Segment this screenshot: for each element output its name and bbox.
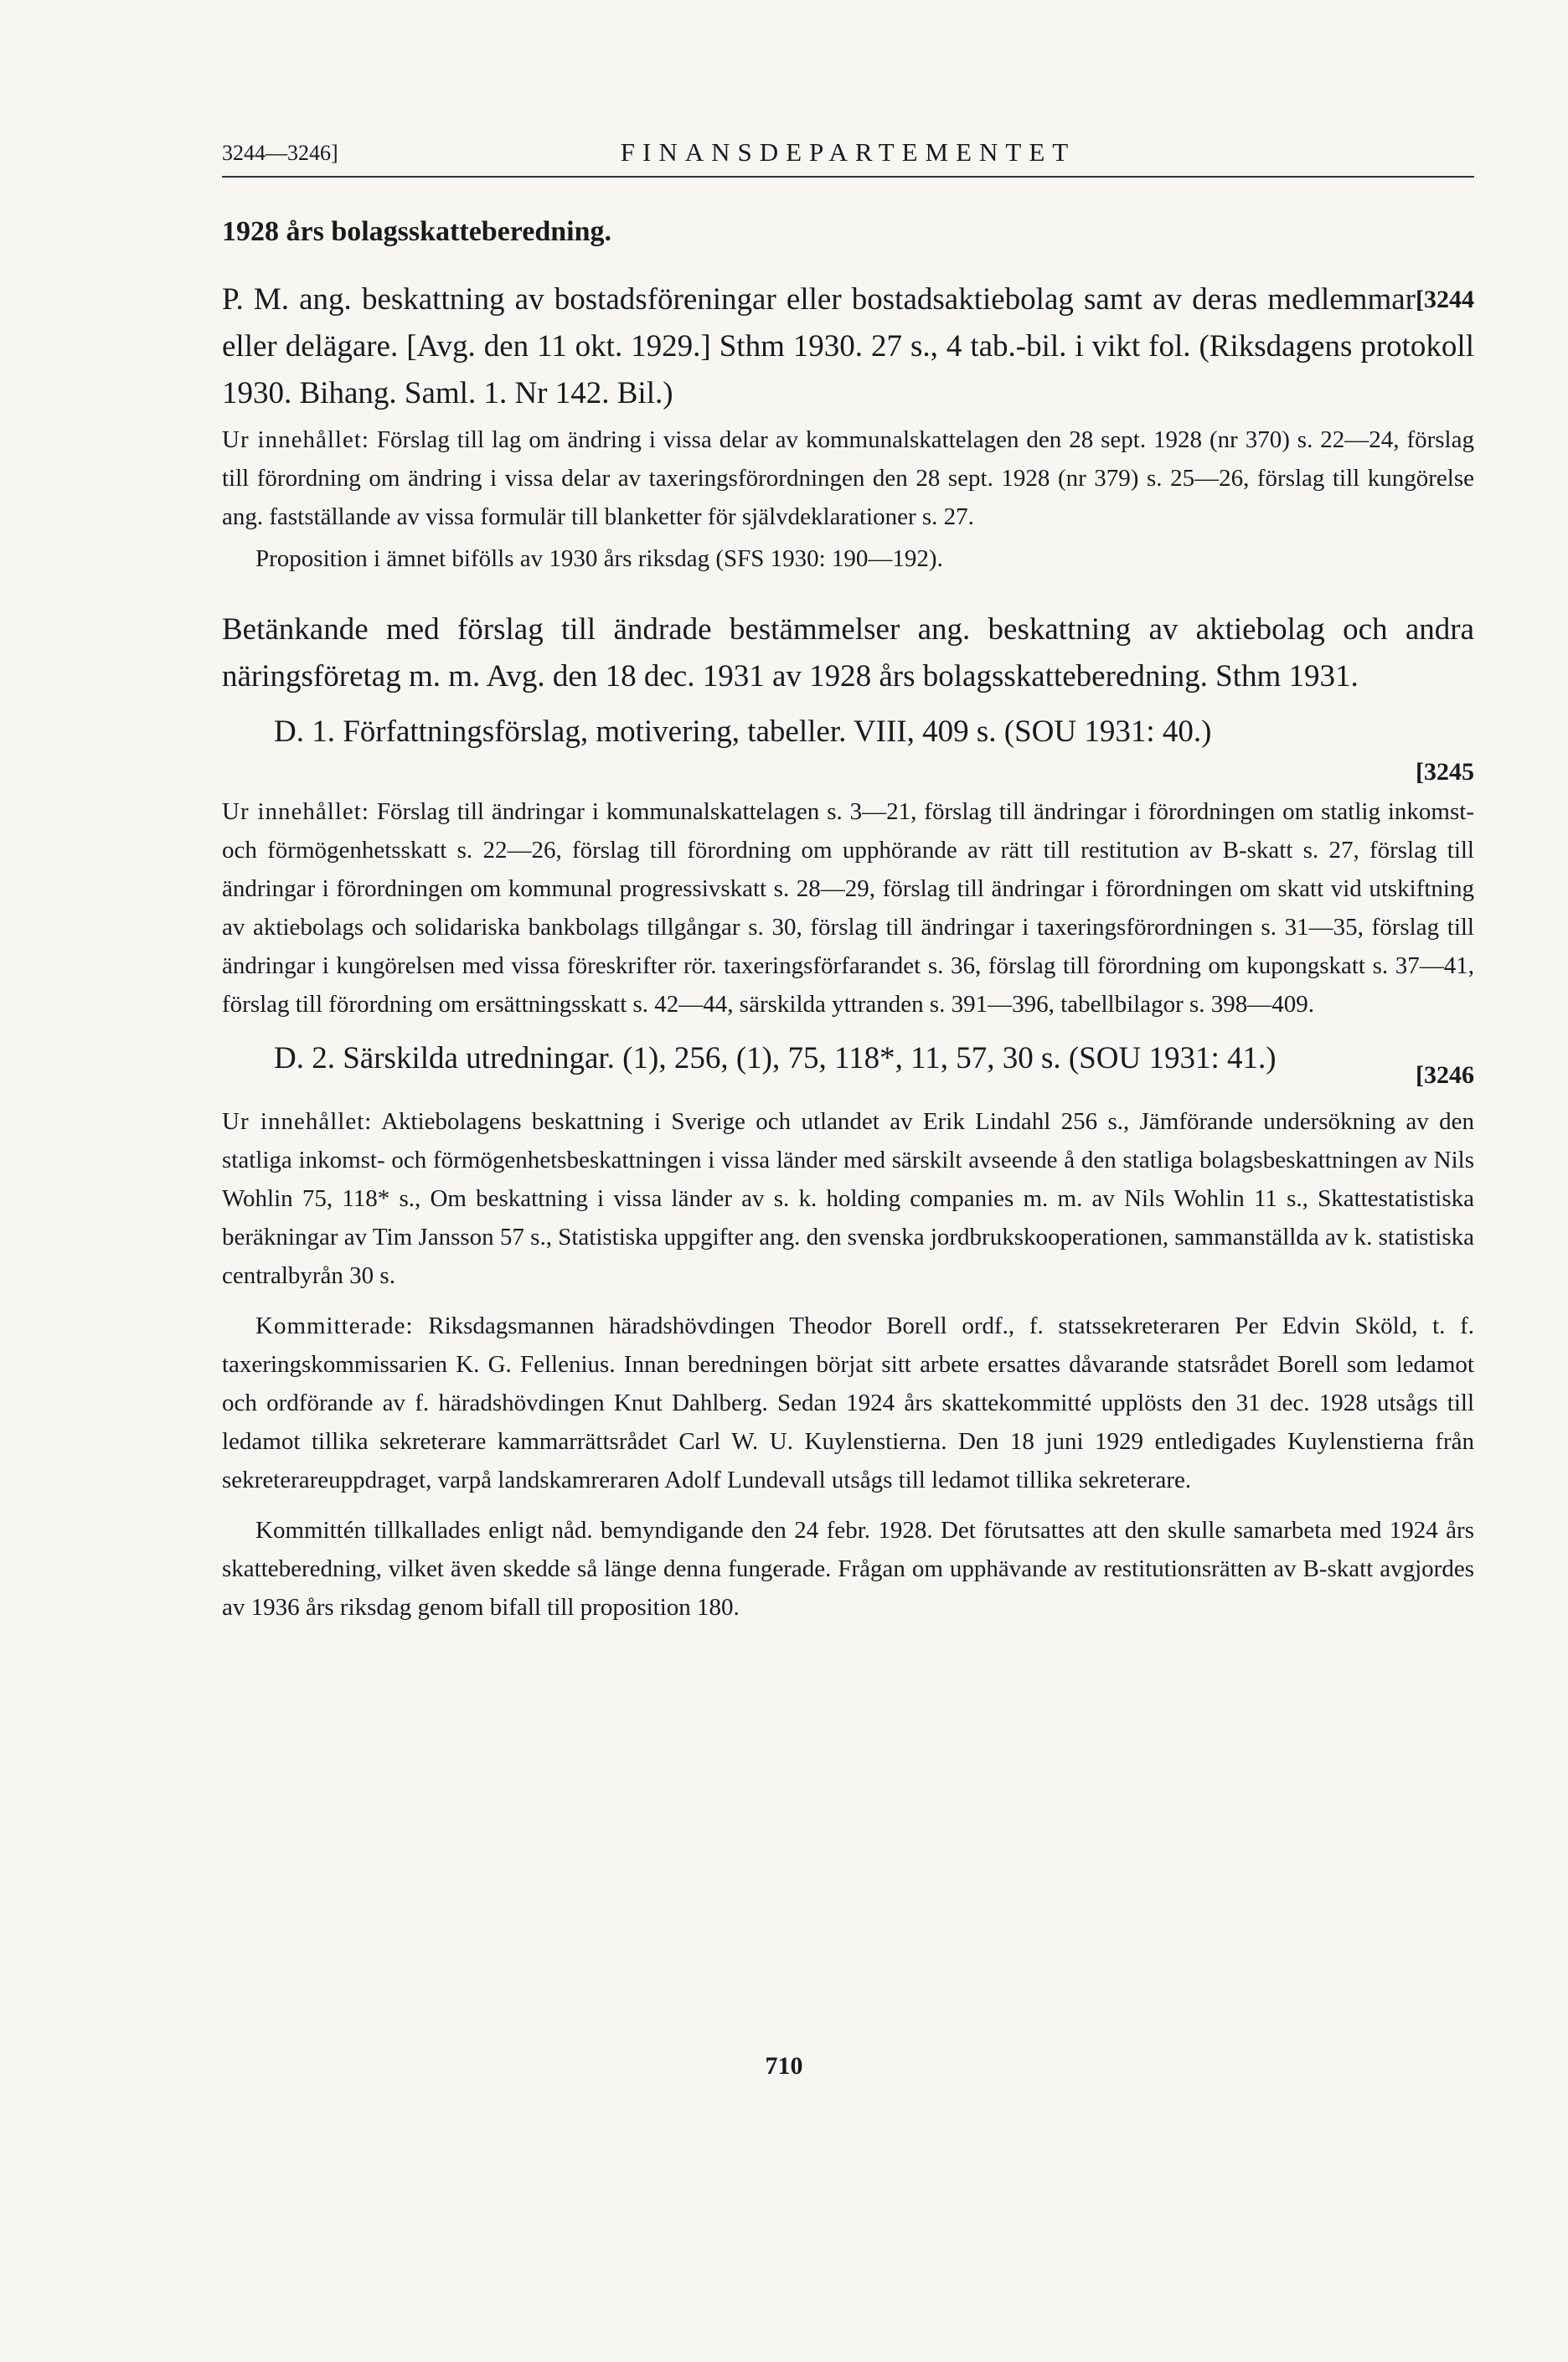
contents-lead: Ur innehållet: <box>222 798 369 825</box>
document-page <box>222 134 1474 1627</box>
entry-3244-contents: Ur innehållet: Förslag till lag om ändring i vissa delar av kommunalskattelagen den 28 sept. 1928 (nr 370) s. 22—24, förslag till förordning om ändring i vissa delar av taxeringsförordningen den 28 sept. 1928 (nr 379) s. 25—26, förslag till kungörelse ang. fastställande av vissa formulär till blanketter för självdeklarationer s. 27. <box>222 426 1474 530</box>
entry-3245-citation: D. 1. Författningsförslag, motivering, tabeller. VIII, 409 s. (SOU 1931: 40.) <box>274 714 1212 749</box>
report-entry <box>222 606 1474 700</box>
committee-note: Kommittén tillkallades enligt nåd. bemyndigande den 24 febr. 1928. Det förutsattes att den skulle samarbeta med 1924 års skatteberedning, vilket även skedde så länge denna fungerade. Frågan om upphävande av restitutionsrätten av B-skatt avgjordes av 1936 års riksdag genom bifall till proposition 180. <box>222 1517 1474 1621</box>
contents-lead: Ur innehållet: <box>222 1108 373 1135</box>
report-citation: Betänkande med förslag till ändrade bestämmelser ang. beskattning av aktiebolag och andra näringsföretag m. m. Avg. den 18 dec. 1931 av 1928 års bolagsskatteberedning. Sthm 1931. <box>222 612 1474 694</box>
running-header <box>222 134 1474 178</box>
entry-3244-ref: [3244 <box>1416 286 1474 313</box>
entry-3245-ref: [3245 <box>1416 758 1474 786</box>
committee-members: Kommitterade: Riksdagsmannen häradshövdingen Theodor Borell ordf., f. statssekreteraren Per Edvin Sköld, t. f. taxeringskommissarien K. G. Fellenius. Innan beredningen börjat sitt arbete ersattes dåvarande statsrådet Borell som ledamot och ordförande av f. häradshövdingen Knut Dahlberg. Sedan 1924 års skattekommitté upplösts den 31 dec. 1928 utsågs till ledamot tillika sekreterare kammarrättsrådet Carl W. U. Kuylenstierna. Den 18 juni 1929 entledigades Kuylenstierna från sekreterareuppdraget, varpå landskamreraren Adolf Lundevall utsågs till ledamot tillika sekreterare. <box>222 1313 1475 1493</box>
entry-3246-ref: [3246 <box>1416 1061 1474 1089</box>
entry-3245-contents: Ur innehållet: Förslag till ändringar i kommunalskattelagen s. 3—21, förslag till ändringar i förordningen om statlig inkomst- och förmögenhetsskatt s. 22—26, förslag till förordning om upphörande av rätt till restitution av B-skatt s. 27, förslag till ändringar i förordningen om kommunal progressivskatt s. 28—29, förslag till ändringar i förordningen om skatt vid utskiftning av aktiebolags och solidariska bankbolags tillgångar s. 30, förslag till ändringar i taxeringsförordningen s. 31—35, förslag till ändringar i kungörelsen med vissa föreskrifter rör. taxeringsförfarandet s. 36, förslag till förordning om kupongskatt s. 37—41, förslag till förordning om ersättningsskatt s. 42—44, särskilda yttranden s. 391—396, tabellbilagor s. 398—409. <box>222 798 1474 1018</box>
page-number: 710 <box>765 2052 803 2080</box>
department-title: FINANSDEPARTEMENTET <box>620 137 1076 167</box>
committee-title: 1928 års bolagsskatteberedning. <box>222 216 612 247</box>
entry-3245 <box>222 709 1474 1024</box>
entry-3246 <box>222 1035 1474 1295</box>
entry-3244-citation: [3244 P. M. ang. beskattning av bostadsföreningar eller bostadsaktiebolag samt av deras medlemmar eller delägare. [Avg. den 11 okt. 1929.] Sthm 1930. 27 s., 4 tab.-bil. i vikt fol. (Riksdagens protokoll 1930. Bihang. Saml. 1. Nr 142. Bil.) <box>222 276 1474 417</box>
entry-range: 3244—3246] <box>222 141 338 165</box>
entry-3244 <box>222 276 1474 578</box>
contents-lead: Ur innehållet: <box>222 426 369 453</box>
members-lead: Kommitterade: <box>255 1313 414 1339</box>
entry-3246-contents: Ur innehållet: Aktiebolagens beskattning i Sverige och utlandet av Erik Lindahl 256 s., Jämförande undersökning av den statliga inkomst- och förmögenhetsbeskattningen i vissa länder med särskilt avseende å den statliga bolagsbeskattningen av Nils Wohlin 75, 118* s., Om beskattning i vissa länder av s. k. holding companies m. m. av Nils Wohlin 11 s., Skattestatistiska beräkningar av Tim Jansson 57 s., Statistiska uppgifter ang. den svenska jordbrukskooperationen, sammanställda av k. statistiska centralbyrån 30 s. <box>222 1108 1474 1289</box>
entry-3246-citation: [3246 D. 2. Särskilda utredningar. (1), 256, (1), 75, 118*, 11, 57, 30 s. (SOU 1931: 41.) <box>222 1035 1474 1082</box>
entry-3244-proposition: Proposition i ämnet bifölls av 1930 års riksdag (SFS 1930: 190—192). <box>255 545 943 572</box>
